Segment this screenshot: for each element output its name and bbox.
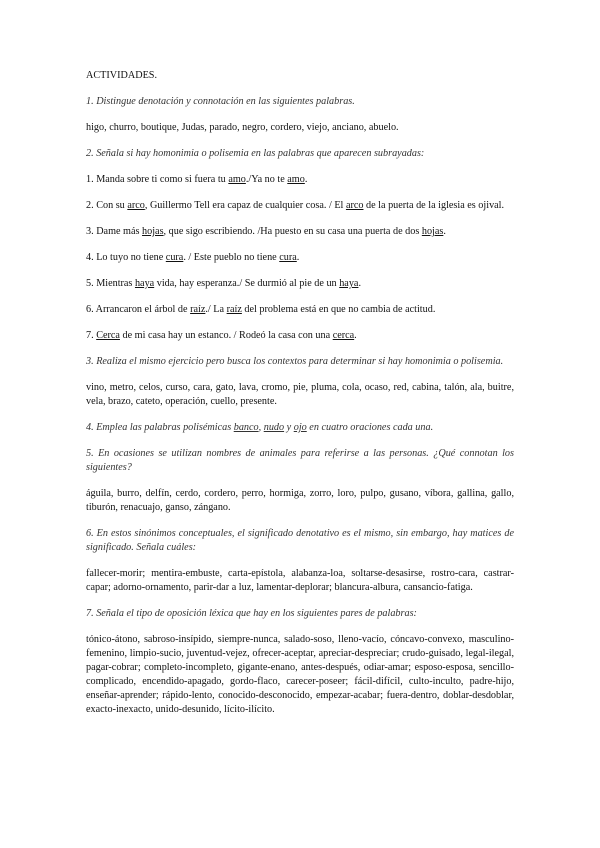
list-item: 2. Con su arco, Guillermo Tell era capaz de cualquier cosa. / El arco de la puerta de la iglesia es ojival. — [86, 200, 505, 211]
question-5: 5. En ocasiones se utilizan nombres de animales para referirse a las personas. ¿Qué connotan los siguientes? — [86, 448, 514, 473]
question-2: 2. Señala si hay homonimia o polisemia en las palabras que aparecen subrayadas: — [86, 148, 425, 159]
list-item: 5. Mientras haya vida, hay esperanza./ Se durmió al pie de un haya. — [86, 278, 361, 289]
question-2-list — [86, 173, 514, 343]
question-3-words: vino, metro, celos, curso, cara, gato, lava, cromo, pie, pluma, cola, ocaso, red, cabina, talón, ala, buitre, vela, brazo, cateto, operación, cuello, presente. — [86, 382, 514, 407]
question-5-words: águila, burro, delfín, cerdo, cordero, perro, hormiga, zorro, loro, pulpo, gusano, víbora, gallina, gallo, tiburón, renacuajo, ganso, zángano. — [86, 488, 514, 513]
question-1: 1. Distingue denotación y connotación en las siguientes palabras. — [86, 96, 355, 107]
list-item: 1. Manda sobre ti como si fuera tu amo./Ya no te amo. — [86, 174, 308, 185]
page-title: ACTIVIDADES. — [86, 70, 158, 81]
list-item: 3. Dame más hojas, que sigo escribiendo. /Ha puesto en su casa una puerta de dos hojas. — [86, 226, 446, 237]
question-7: 7. Señala el tipo de oposición léxica que hay en los siguientes pares de palabras: — [86, 608, 417, 619]
question-6-words: fallecer-morir; mentira-embuste, carta-epístola, alabanza-loa, soltarse-desasirse, rostro-cara, castrar-capar; adorno-ornamento, parir-dar a luz, lamentar-deplorar; blancura-albura, cansancio-fatiga. — [86, 568, 514, 593]
list-item: 6. Arrancaron el árbol de raíz./ La raíz del problema está en que no cambia de actitud. — [86, 304, 436, 315]
list-item: 7. Cerca de mi casa hay un estanco. / Rodeó la casa con una cerca. — [86, 330, 357, 341]
question-3: 3. Realiza el mismo ejercicio pero busca los contextos para determinar si hay homonimia o polisemia. — [86, 356, 504, 367]
document-page — [86, 70, 514, 729]
list-item: 4. Lo tuyo no tiene cura. / Este pueblo no tiene cura. — [86, 252, 300, 263]
question-4: 4. Emplea las palabras polisémicas banco, nudo y ojo en cuatro oraciones cada una. — [86, 422, 434, 433]
question-1-words: higo, churro, boutique, Judas, parado, negro, cordero, viejo, anciano, abuelo. — [86, 122, 399, 133]
question-6: 6. En estos sinónimos conceptuales, el significado denotativo es el mismo, sin embargo, hay matices de significado. Señala cuáles: — [86, 528, 514, 553]
question-7-words: tónico-átono, sabroso-insípido, siempre-nunca, salado-soso, lleno-vacío, cóncavo-convexo, masculino-femenino, limpio-sucio, juventud-vejez, ofrecer-aceptar, apreciar-despreciar; crudo-guisado, legal-ilegal, pagar-cobrar; completo-incompleto, gigante-enano, antes-después, odiar-amar; esposo-esposa, sencillo-complicado, encendido-apagado, gordo-flaco, carecer-poseer; fácil-difícil, culto-inculto, padre-hijo, enseñar-aprender; rápido-lento, conocido-desconocido, empezar-acabar; fuera-dentro, doblar-desdoblar, exacto-inexacto, unido-desunido, lícito-ilícito. — [86, 634, 514, 715]
